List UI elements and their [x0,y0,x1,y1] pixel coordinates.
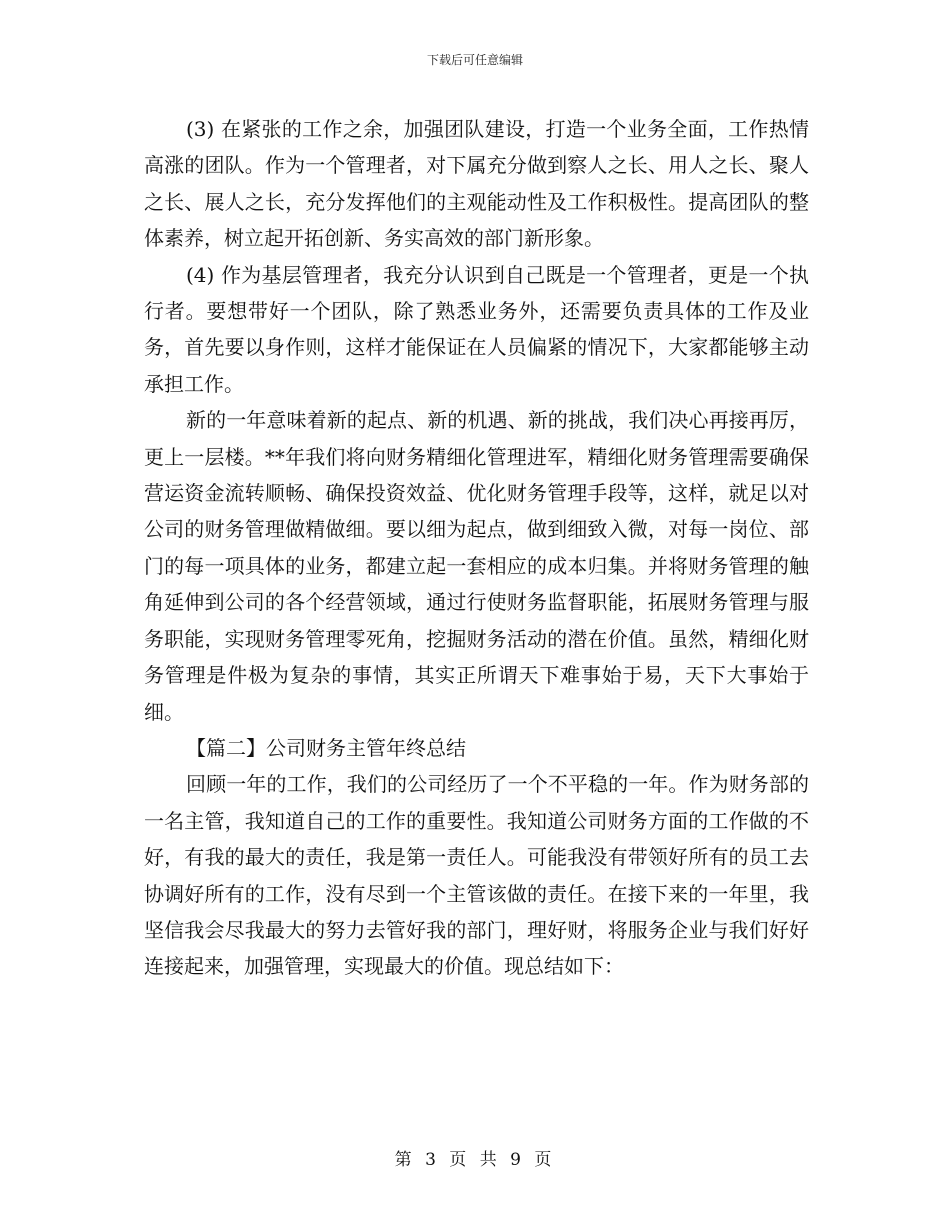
paragraph-new-year-plan: 新的一年意味着新的起点、新的机遇、新的挑战，我们决心再接再厉，更上一层楼。**年我们将向财务精细化管理进军，精细化财务管理需要确保营运资金流转顺畅、确保投资效益、优化财务管理手段等，这样，就足以对公司的财务管理做精做细。要以细为起点，做到细致入微，对每一岗位、部门的每一项具体的业务，都建立起一套相应的成本归集。并将财务管理的触角延伸到公司的各个经营领域，通过行使财务监督职能，拓展财务管理与服务职能，实现财务管理零死角，挖掘财务活动的潜在价值。虽然，精细化财务管理是件极为复杂的事情，其实正所谓天下难事始于易，天下大事始于细。 [144,408,809,724]
paragraph-item-4: (4) 作为基层管理者，我充分认识到自己既是一个管理者，更是一个执行者。要想带好一个团队，除了熟悉业务外，还需要负责具体的工作及业务，首先要以身作则，这样才能保证在人员偏紧的情况下，大家都能够主动承担工作。 [144,262,809,396]
paragraph-review: 回顾一年的工作，我们的公司经历了一个不平稳的一年。作为财务部的一名主管，我知道自己的工作的重要性。我知道公司财务方面的工作做的不好，有我的最大的责任，我是第一责任人。可能我没有带领好所有的员工去协调好所有的工作，没有尽到一个主管该做的责任。在接下来的一年里，我坚信我会尽我最大的努力去管好我的部门，理好财，将服务企业与我们好好连接起来，加强管理，实现最大的价值。现总结如下： [144,772,809,979]
page-header: 下载后可任意编辑 [426,53,523,67]
document-body [144,111,809,985]
section-heading: 【篇二】公司财务主管年终总结 [186,735,466,760]
page-number: 第 3 页 共 9 页 [394,1150,556,1170]
paragraph-item-3: (3) 在紧张的工作之余，加强团队建设，打造一个业务全面，工作热情高涨的团队。作为一个管理者，对下属充分做到察人之长、用人之长、聚人之长、展人之长，充分发挥他们的主观能动性及工作积极性。提高团队的整体素养，树立起开拓创新、务实高效的部门新形象。 [144,117,809,251]
